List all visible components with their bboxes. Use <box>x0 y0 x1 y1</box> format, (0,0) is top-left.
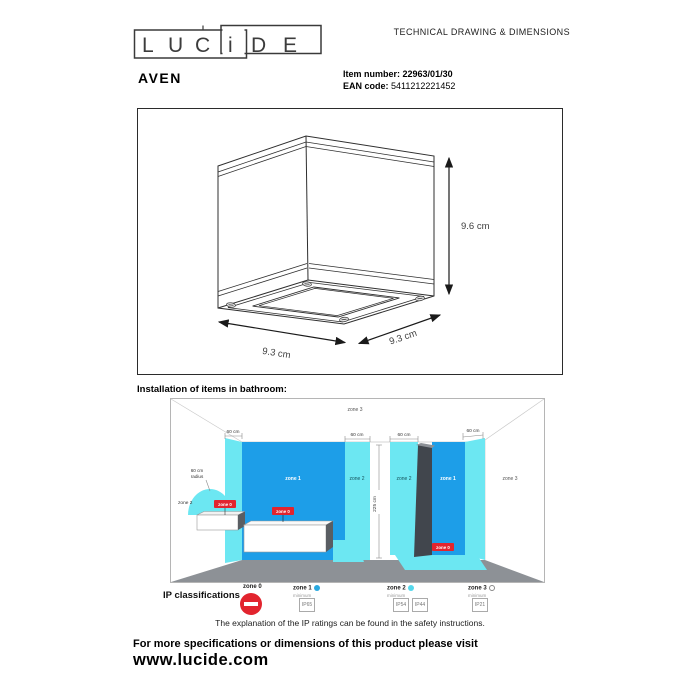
zone1-dot-icon <box>314 585 320 591</box>
item-number-row <box>343 68 455 80</box>
ean-value: 5411212221452 <box>391 81 456 91</box>
ean-row <box>343 80 455 92</box>
zone2-shower-floor <box>395 555 487 570</box>
logo-letter: L <box>142 34 154 57</box>
dim-60-right: 60 cm <box>466 429 480 434</box>
radius-label-2: radius <box>190 474 204 479</box>
dim-60-shower: 60 cm <box>397 433 411 438</box>
bathroom-diagram <box>170 398 545 583</box>
zone1-shower-label: zone 1 <box>440 476 456 482</box>
logo-letter: D <box>251 34 267 57</box>
width-dimension <box>219 322 345 361</box>
zone2-right-wall-strip <box>465 438 485 560</box>
zone0-bath-label: zone 0 <box>276 509 290 514</box>
cube-drawing <box>138 109 562 373</box>
zone0-shower-badge <box>432 543 454 551</box>
zone3-minimum: minimum <box>468 592 487 598</box>
lucide-logo <box>133 24 323 64</box>
ip65-box: IP65 <box>299 598 315 612</box>
depth-dim-label: 9.3 cm <box>387 327 419 348</box>
zone3-right-label: zone 3 <box>502 476 518 482</box>
ean-label: EAN code: <box>343 81 389 91</box>
zone0-shower-label: zone 0 <box>436 545 450 550</box>
no-entry-icon <box>240 593 262 615</box>
radius-label-1: 60 cm <box>190 468 204 473</box>
zone0-legend-label: zone 0 <box>243 584 262 590</box>
ip-classifications-row <box>163 583 553 617</box>
cube-outline <box>218 136 434 324</box>
footer-line: For more specifications or dimensions of this product please visit <box>133 638 478 650</box>
dim-225-label: 225 cm <box>373 496 378 512</box>
zone3-top-label: zone 3 <box>347 407 363 413</box>
dim-60-left: 60 cm <box>226 430 240 435</box>
zone2-minimum: minimum <box>387 592 406 598</box>
logo-letter: E <box>283 34 298 57</box>
technical-drawing-box <box>137 108 563 375</box>
width-dim-label: 9.3 cm <box>261 345 292 362</box>
zone2-sink-label: zone 2 <box>178 501 193 506</box>
ip44-box: IP44 <box>412 598 428 612</box>
height-dim-label: 9.6 cm <box>461 221 490 232</box>
dim-60-bath: 60 cm <box>350 433 364 438</box>
ip-ratings-note: The explanation of the IP ratings can be found in the safety instructions. <box>215 618 485 628</box>
ip-classifications-title: IP classifications <box>163 590 240 601</box>
zone1-minimum: minimum <box>293 592 312 598</box>
document-title: TECHNICAL DRAWING & DIMENSIONS <box>393 27 570 37</box>
bathtub <box>244 521 333 552</box>
product-name: AVEN <box>138 70 182 86</box>
zone0-sink-label: zone 0 <box>218 502 232 507</box>
zone3-dot-icon <box>489 585 495 591</box>
logo-letter: i <box>228 34 233 57</box>
depth-dimension <box>359 315 440 347</box>
zone3-legend-label: zone 3 <box>468 585 495 592</box>
zone2-legend-label: zone 2 <box>387 585 414 592</box>
zone1-legend-label: zone 1 <box>293 585 320 592</box>
zone1-bath-label: zone 1 <box>285 476 301 482</box>
logo-letter: C <box>195 34 211 57</box>
ip54-box: IP54 <box>393 598 409 612</box>
zone1-shower-wall <box>432 442 465 555</box>
zone2-shower-wall <box>390 442 418 555</box>
ip21-box: IP21 <box>472 598 488 612</box>
zone2-dot-icon <box>408 585 414 591</box>
logo-letter: U <box>168 34 184 57</box>
product-meta <box>343 68 455 92</box>
zone2-shower-label: zone 2 <box>396 476 412 482</box>
zone2-bath-label: zone 2 <box>349 476 365 482</box>
item-number-value: 22963/01/30 <box>402 69 453 79</box>
item-number-label: Item number: <box>343 69 401 79</box>
website-link[interactable]: www.lucide.com <box>133 651 269 669</box>
height-dimension <box>449 158 490 294</box>
sink <box>197 512 245 531</box>
bathroom-section-title: Installation of items in bathroom: <box>137 384 287 395</box>
